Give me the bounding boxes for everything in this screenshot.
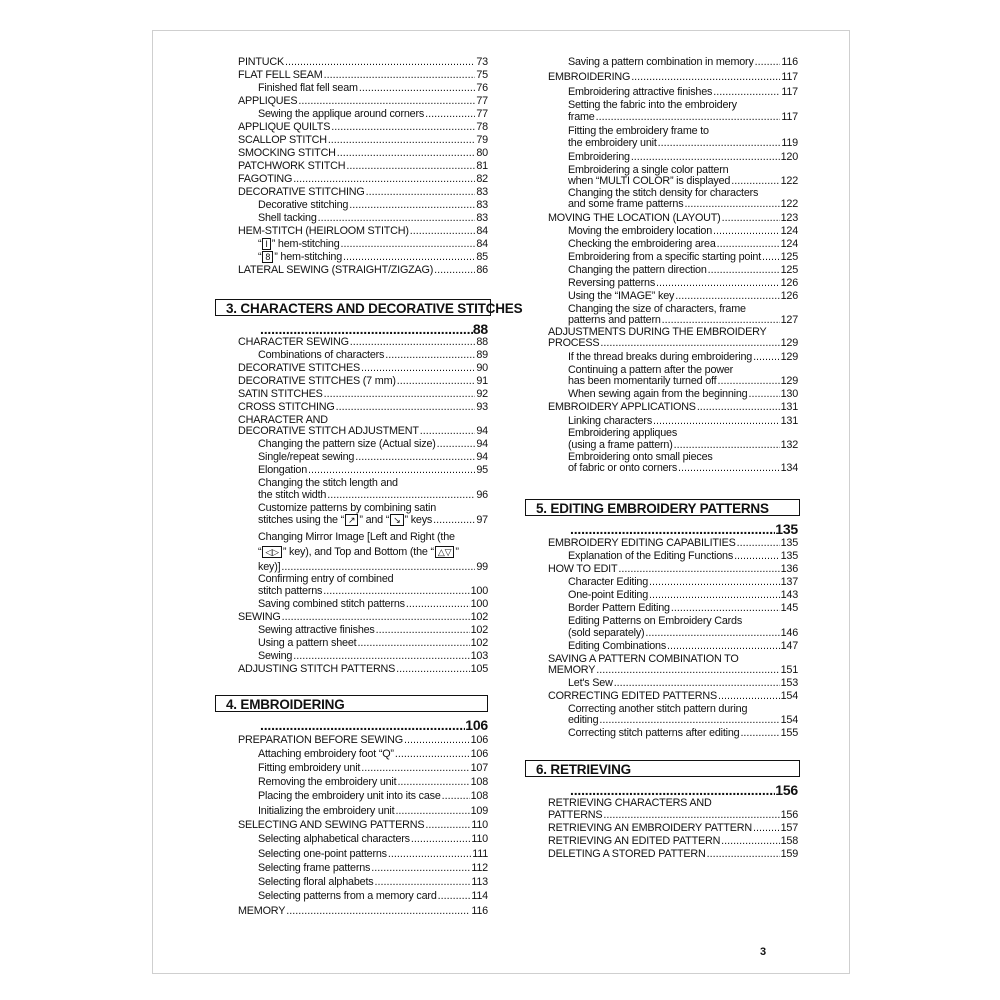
toc-subentry[interactable]: Placing the embroidery unit into its case ..... 108 <box>238 790 488 802</box>
toc-entry[interactable]: SMOCKING STITCH ..... 80 <box>238 147 488 159</box>
toc-subentry[interactable]: Selecting alphabetical characters ..... 110 <box>238 833 488 845</box>
toc-subentry[interactable]: Selecting floral alphabets ..... 113 <box>238 876 488 888</box>
toc-entry[interactable]: EMBROIDERING ..... 117 <box>548 71 798 83</box>
toc-entry-line: Continuing a pattern after the power <box>568 364 734 376</box>
toc-entry-line: SAVING A PATTERN COMBINATION TO <box>548 653 739 665</box>
toc-subentry[interactable]: the embroidery unit ..... 119 <box>548 137 798 149</box>
toc-entry-line: Embroidering a single color pattern <box>568 164 729 176</box>
toc-subentry[interactable]: Embroidering from a specific starting point ..... 125 <box>548 251 798 263</box>
toc-subentry[interactable]: Removing the embroidery unit ..... 108 <box>238 776 488 788</box>
toc-subentry[interactable]: Initializing the embroidery unit ..... 109 <box>238 805 488 817</box>
toc-subentry[interactable]: Changing the pattern size (Actual size) ..... 94 <box>238 438 488 450</box>
toc-entry-line: Changing the stitch density for characters <box>568 187 759 199</box>
toc-entry-line: Embroidering onto small pieces <box>568 451 713 463</box>
toc-entry-line: Correcting another stitch pattern during <box>568 703 748 715</box>
toc-subentry[interactable]: Character Editing ..... 137 <box>548 576 798 588</box>
toc-subentry[interactable]: Fitting embroidery unit ..... 107 <box>238 762 488 774</box>
toc-subentry[interactable]: Combinations of characters ..... 89 <box>238 349 488 361</box>
toc-subentry[interactable]: Correcting stitch patterns after editing ..... 155 <box>548 727 798 739</box>
toc-entry-line: ADJUSTMENTS DURING THE EMBROIDERY <box>548 326 767 338</box>
toc-subentry[interactable]: frame ..... 117 <box>548 111 798 123</box>
toc-entry-line: RETRIEVING CHARACTERS AND <box>548 797 712 809</box>
toc-subentry[interactable]: Saving a pattern combination in memory ..... 116 <box>548 56 798 68</box>
toc-entry-line: Embroidering appliques <box>568 427 678 439</box>
toc-subentry[interactable]: editing ..... 154 <box>548 714 798 726</box>
toc-subentry[interactable]: Let's Sew ..... 153 <box>548 677 798 689</box>
toc-subentry[interactable]: Embroidering attractive finishes ..... 117 <box>548 86 798 98</box>
toc-subentry[interactable]: Selecting frame patterns ..... 112 <box>238 862 488 874</box>
toc-subentry[interactable]: Sewing attractive finishes ..... 102 <box>238 624 488 636</box>
toc-entry[interactable]: ADJUSTING STITCH PATTERNS ..... 105 <box>238 663 488 675</box>
section-heading-5[interactable]: 5. EDITING EMBROIDERY PATTERNS <box>525 499 800 516</box>
arrow-key-icon: ↗ <box>345 514 358 526</box>
section-page-5: ..... 135 <box>548 521 798 537</box>
toc-subentry[interactable]: patterns and pattern ..... 127 <box>548 314 798 326</box>
toc-entry-line: Changing the size of characters, frame <box>568 303 746 315</box>
toc-entry[interactable]: PREPARATION BEFORE SEWING ..... 106 <box>238 734 488 746</box>
page-number: 3 <box>760 946 767 958</box>
toc-subentry[interactable]: stitch patterns ..... 100 <box>238 585 488 597</box>
toc-subentry[interactable]: If the thread breaks during embroidering ..... 129 <box>548 351 798 363</box>
toc-entry[interactable]: CHARACTER SEWING ..... 88 <box>238 336 488 348</box>
toc-subentry[interactable]: Explanation of the Editing Functions ..... 135 <box>548 550 798 562</box>
toc-entry-line: Changing the stitch length and <box>258 477 398 489</box>
toc-subentry[interactable]: One-point Editing ..... 143 <box>548 589 798 601</box>
toc-subentry[interactable]: key)] ..... 99 <box>238 561 488 573</box>
toc-entry-line: Confirming entry of combined <box>258 573 394 585</box>
toc-subentry[interactable]: Changing the pattern direction ..... 125 <box>548 264 798 276</box>
toc-entry[interactable]: PROCESS ..... 129 <box>548 337 798 349</box>
toc-subentry[interactable]: Decorative stitching ..... 83 <box>238 199 488 211</box>
toc-entry-line: Setting the fabric into the embroidery <box>568 99 737 111</box>
toc-entry[interactable]: MOVING THE LOCATION (LAYOUT) ..... 123 <box>548 212 798 224</box>
toc-entry[interactable]: LATERAL SEWING (STRAIGHT/ZIGZAG) ..... 86 <box>238 264 488 276</box>
toc-subentry[interactable]: “ 8 ” hem-stitching ..... 85 <box>238 251 488 263</box>
toc-subentry[interactable]: Moving the embroidery location ..... 124 <box>548 225 798 237</box>
toc-subentry[interactable]: Finished flat fell seam ..... 76 <box>238 82 488 94</box>
toc-entry-line: Editing Patterns on Embroidery Cards <box>568 615 743 627</box>
section-page-4: ..... 106 <box>238 717 488 733</box>
stitch-key-icon: I <box>262 238 270 250</box>
toc-subentry[interactable]: Single/repeat sewing ..... 94 <box>238 451 488 463</box>
section-page-3: ..... 88 <box>238 321 488 337</box>
toc-subentry[interactable]: and some frame patterns ..... 122 <box>548 198 798 210</box>
toc-entry[interactable]: DECORATIVE STITCHES (7 mm) ..... 91 <box>238 375 488 387</box>
toc-subentry[interactable]: (using a frame pattern) ..... 132 <box>548 439 798 451</box>
toc-entry[interactable]: CORRECTING EDITED PATTERNS ..... 154 <box>548 690 798 702</box>
toc-entry[interactable]: EMBROIDERY APPLICATIONS ..... 131 <box>548 401 798 413</box>
toc-entry[interactable]: DECORATIVE STITCHES ..... 90 <box>238 362 488 374</box>
toc-entry[interactable]: DELETING A STORED PATTERN ..... 159 <box>548 848 798 860</box>
toc-subentry[interactable]: Linking characters ..... 131 <box>548 415 798 427</box>
toc-subentry[interactable]: Elongation ..... 95 <box>238 464 488 476</box>
toc-subentry[interactable]: Checking the embroidering area ..... 124 <box>548 238 798 250</box>
toc-subentry[interactable]: Shell tacking ..... 83 <box>238 212 488 224</box>
toc-entry[interactable]: DECORATIVE STITCHING ..... 83 <box>238 186 488 198</box>
toc-subentry[interactable]: When sewing again from the beginning ..... 130 <box>548 388 798 400</box>
toc-subentry[interactable]: (sold separately) ..... 146 <box>548 627 798 639</box>
toc-entry[interactable]: HEM-STITCH (HEIRLOOM STITCH) ..... 84 <box>238 225 488 237</box>
toc-subentry[interactable]: Border Pattern Editing ..... 145 <box>548 602 798 614</box>
stitch-key-icon: 8 <box>262 251 273 263</box>
toc-entry[interactable]: SCALLOP STITCH ..... 79 <box>238 134 488 146</box>
section-heading-3[interactable]: 3. CHARACTERS AND DECORATIVE STITCHES <box>215 299 491 316</box>
toc-entry[interactable]: PATCHWORK STITCH ..... 81 <box>238 160 488 172</box>
toc-entry[interactable]: MEMORY ..... 116 <box>238 905 488 917</box>
toc-subentry[interactable]: Embroidering ..... 120 <box>548 151 798 163</box>
toc-subentry[interactable]: stitches using the “ ↗ ” and “ ↘ ” keys ..... 97 <box>238 514 488 526</box>
toc-entry[interactable]: APPLIQUES ..... 77 <box>238 95 488 107</box>
toc-entry-line: “ ◁▷ ” key), and Top and Bottom (the “ △▽ ” <box>258 546 459 558</box>
section-page-6: ..... 156 <box>548 782 798 798</box>
toc-entry-line: Customize patterns by combining satin <box>258 502 437 514</box>
toc-entry[interactable]: FAGOTING ..... 82 <box>238 173 488 185</box>
toc-entry[interactable]: HOW TO EDIT ..... 136 <box>548 563 798 575</box>
toc-subentry[interactable]: Editing Combinations ..... 147 <box>548 640 798 652</box>
toc-subentry[interactable]: “ I ” hem-stitching ..... 84 <box>238 238 488 250</box>
toc-subentry[interactable]: Saving combined stitch patterns ..... 100 <box>238 598 488 610</box>
toc-entry[interactable]: PINTUCK ..... 73 <box>238 56 488 68</box>
section-heading-6[interactable]: 6. RETRIEVING <box>525 760 800 777</box>
toc-subentry[interactable]: Using a pattern sheet ..... 102 <box>238 637 488 649</box>
toc-subentry[interactable]: the stitch width ..... 96 <box>238 489 488 501</box>
toc-entry-line: Fitting the embroidery frame to <box>568 125 709 137</box>
toc-entry[interactable]: APPLIQUE QUILTS ..... 78 <box>238 121 488 133</box>
mirror-horizontal-key-icon: ◁▷ <box>262 546 281 558</box>
toc-entry[interactable]: RETRIEVING AN EDITED PATTERN ..... 158 <box>548 835 798 847</box>
mirror-vertical-key-icon: △▽ <box>435 546 454 558</box>
arrow-key-icon: ↘ <box>390 514 403 526</box>
toc-subentry[interactable]: Attaching embroidery foot “Q” ..... 106 <box>238 748 488 760</box>
toc-entry[interactable]: SATIN STITCHES ..... 92 <box>238 388 488 400</box>
toc-subentry[interactable]: has been momentarily turned off ..... 129 <box>548 375 798 387</box>
toc-subentry[interactable]: when “MULTI COLOR” is displayed ..... 122 <box>548 175 798 187</box>
toc-subentry[interactable]: Using the “IMAGE” key ..... 126 <box>548 290 798 302</box>
toc-subentry[interactable]: Sewing ..... 103 <box>238 650 488 662</box>
toc-entry-line: CHARACTER AND <box>238 414 328 426</box>
toc-entry-line: Changing Mirror Image [Left and Right (the <box>258 531 455 543</box>
toc-subentry[interactable]: of fabric or onto corners ..... 134 <box>548 462 798 474</box>
toc-subentry[interactable]: Sewing the applique around corners ..... 77 <box>238 108 488 120</box>
toc-subentry[interactable]: Selecting patterns from a memory card ..... 114 <box>238 890 488 902</box>
toc-entry[interactable]: SEWING ..... 102 <box>238 611 488 623</box>
toc-entry[interactable]: CROSS STITCHING ..... 93 <box>238 401 488 413</box>
section-heading-4[interactable]: 4. EMBROIDERING <box>215 695 488 712</box>
toc-entry[interactable]: SELECTING AND SEWING PATTERNS ..... 110 <box>238 819 488 831</box>
toc-entry[interactable]: DECORATIVE STITCH ADJUSTMENT ..... 94 <box>238 425 488 437</box>
toc-entry[interactable]: FLAT FELL SEAM ..... 75 <box>238 69 488 81</box>
toc-entry[interactable]: MEMORY ..... 151 <box>548 664 798 676</box>
toc-entry[interactable]: EMBROIDERY EDITING CAPABILITIES ..... 135 <box>548 537 798 549</box>
toc-subentry[interactable]: Reversing patterns ..... 126 <box>548 277 798 289</box>
toc-subentry[interactable]: Selecting one-point patterns ..... 111 <box>238 848 488 860</box>
toc-entry[interactable]: PATTERNS ..... 156 <box>548 809 798 821</box>
toc-entry[interactable]: RETRIEVING AN EMBROIDERY PATTERN ..... 157 <box>548 822 798 834</box>
